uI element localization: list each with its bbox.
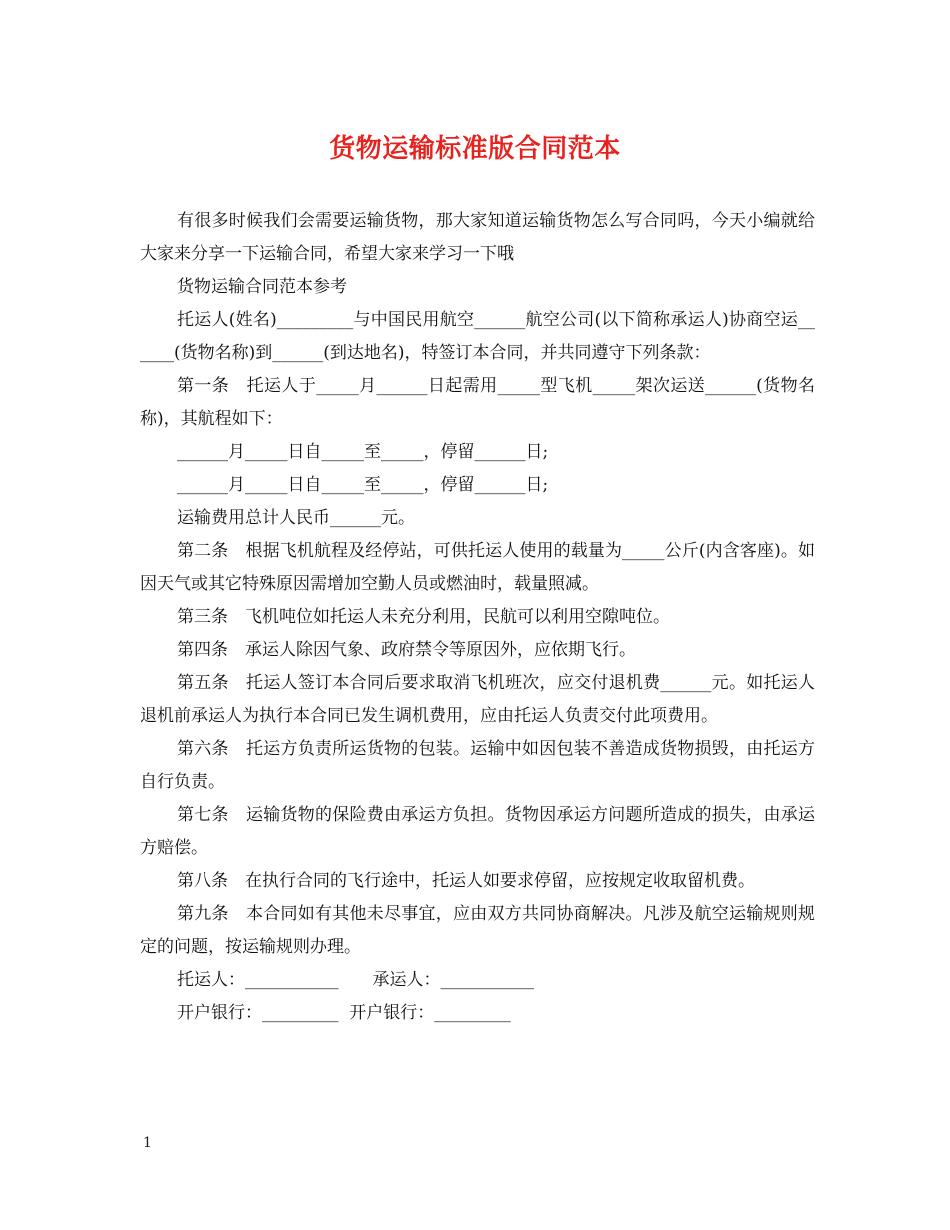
article-7: 第七条 运输货物的保险费由承运方负担。货物因承运方问题所造成的损失，由承运方赔偿。 bbox=[140, 805, 815, 858]
article-5: 第五条 托运人签订本合同后要求取消飞机班次，应交付退机费______元。如托运人退机前承运人为执行本合同已发生调机费用，应由托运人负责交付此项费用。 bbox=[140, 673, 815, 726]
document-title: 货物运输标准版合同范本 bbox=[329, 134, 621, 164]
section-heading: 货物运输合同范本参考 bbox=[177, 277, 347, 297]
article-9: 第九条 本合同如有其他未尽事宜，应由双方共同协商解决。凡涉及航空运输规则规定的问题，按运输规则办理。 bbox=[140, 904, 815, 957]
intro-paragraph: 有很多时候我们会需要运输货物，那大家知道运输货物怎么写合同吗，今天小编就给大家来分享一下运输合同，希望大家来学习一下哦 bbox=[140, 211, 815, 264]
article-1: 第一条 托运人于_____月______日起需用_____型飞机_____架次运送______(货物名称)，其航程如下： bbox=[140, 376, 815, 429]
bank-accounts-line: 开户银行：_________ 开户银行：_________ bbox=[177, 1003, 511, 1023]
contract-preamble: 托运人(姓名)_________与中国民用航空______航空公司(以下简称承运人)协商空运______(货物名称)到______(到达地名)，特签订本合同，并共同遵守下列条款： bbox=[140, 310, 815, 363]
page-number: 1 bbox=[143, 1135, 152, 1151]
route-line-1: ______月_____日自_____至_____，停留______日; bbox=[177, 442, 549, 462]
article-2: 第二条 根据飞机航程及经停站，可供托运人使用的载量为_____公斤(内含客座)。如因天气或其它特殊原因需增加空勤人员或燃油时，载量照减。 bbox=[140, 541, 815, 594]
article-3: 第三条 飞机吨位如托运人未充分利用，民航可以利用空隙吨位。 bbox=[177, 607, 670, 627]
article-8: 第八条 在执行合同的飞行途中，托运人如要求停留，应按规定收取留机费。 bbox=[177, 871, 755, 891]
article-4: 第四条 承运人除因气象、政府禁令等原因外，应依期飞行。 bbox=[177, 640, 636, 660]
article-6: 第六条 托运方负责所运货物的包装。运输中如因包装不善造成货物损毁，由托运方自行负责。 bbox=[140, 739, 815, 792]
route-line-2: ______月_____日自_____至_____，停留______日; bbox=[177, 475, 549, 495]
document-body bbox=[140, 205, 815, 1030]
signature-parties-line: 托运人：___________ 承运人：___________ bbox=[177, 970, 534, 990]
total-fee-line: 运输费用总计人民币______元。 bbox=[177, 508, 415, 528]
